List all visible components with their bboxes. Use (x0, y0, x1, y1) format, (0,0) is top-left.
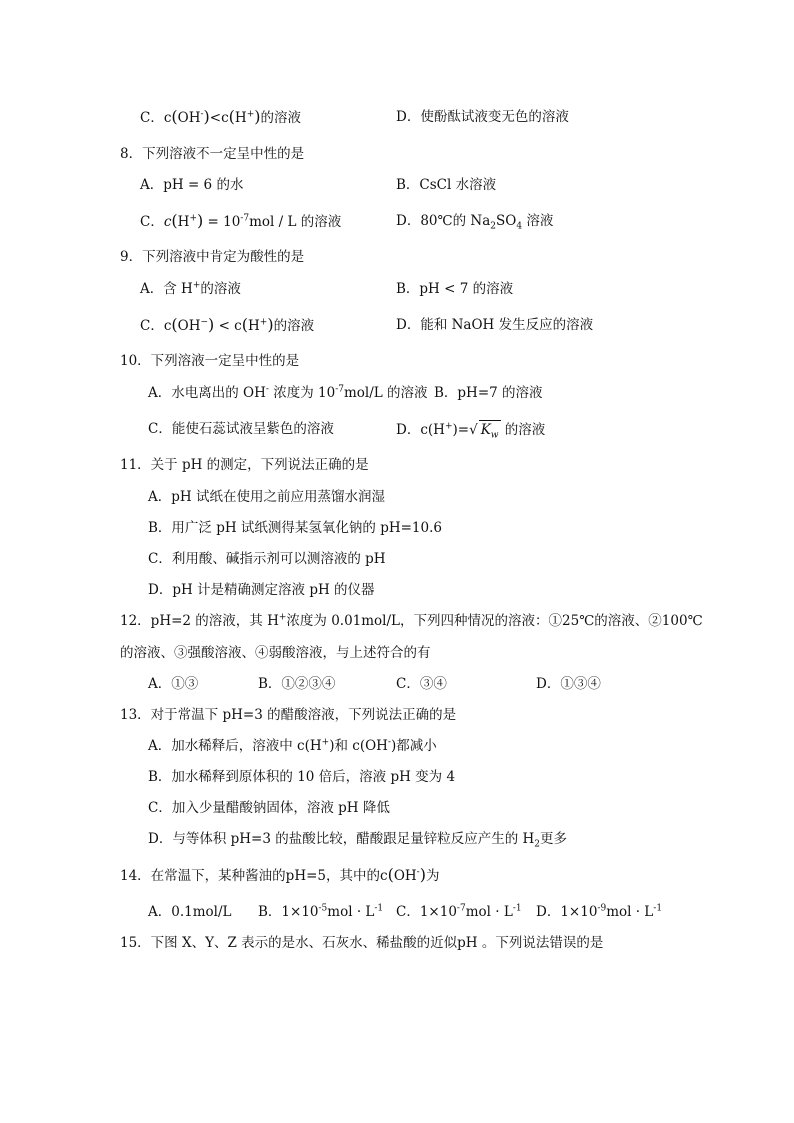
q10-option-b: B．pH=7 的溶液 (434, 385, 543, 401)
q8-option-a: A．pH = 6 的水 (140, 177, 244, 193)
q13-option-d: D．与等体积 pH=3 的盐酸比较，醋酸跟足量锌粒反应产生的 $H_2$更多 (148, 831, 568, 850)
q12-stem-line1: 12．pH=2 的溶液，其 H+浓度为 0.01mol/L，下列四种情况的溶液：①25℃的溶液、②100℃ (120, 612, 703, 629)
q8-option-c: C．$c(H^+) = 10^{-7}mol / L$ 的溶液 (140, 211, 342, 230)
q7-option-c: C．c(OH-)<c(H+)的溶液 (140, 107, 301, 126)
q10-stem: 10．下列溶液一定呈中性的是 (120, 353, 300, 369)
q10-option-a: A．水电离出的 OH- 浓度为 $10^{-7}mol/L$ 的溶液 (148, 384, 428, 401)
q9-option-a: A．含 H+的溶液 (140, 280, 241, 297)
q11-option-b: B．用广泛 pH 试纸测得某氢氧化钠的 pH=10.6 (148, 520, 442, 536)
q13-option-a: A．加水稀释后，溶液中 c(H+)和 c(OH-)都减小 (148, 737, 437, 754)
q10-option-c: C．能使石蕊试液呈紫色的溶液 (148, 421, 334, 437)
q12-option-c: C．③④ (396, 676, 447, 692)
q12-option-a: A．①③ (148, 676, 199, 692)
q9-option-d: D．能和 NaOH 发生反应的溶液 (396, 317, 594, 333)
q12-option-d: D．①③④ (536, 676, 601, 692)
q9-option-b: B．pH < 7 的溶液 (396, 281, 514, 297)
q14-option-d: D．$1\times 10^{-9}mol \cdot L^{-1}$ (536, 903, 663, 920)
q13-option-b: B．加水稀释到原体积的 10 倍后，溶液 pH 变为 4 (148, 769, 456, 785)
q11-option-d: D．pH 计是精确测定溶液 pH 的仪器 (148, 582, 375, 598)
q12-option-b: B．①②③④ (258, 676, 336, 692)
q8-stem: 8．下列溶液不一定呈中性的是 (120, 146, 305, 162)
q14-option-a: A．0.1mol/L (148, 904, 232, 920)
q12-stem-line2: 的溶液、③强酸溶液、④弱酸溶液，与上述符合的有 (120, 645, 431, 661)
q9-stem: 9．下列溶液中肯定为酸性的是 (120, 249, 305, 265)
q14-option-c: C．$1\times 10^{-7}mol \cdot L^{-1}$ (396, 903, 522, 920)
q15-stem: 15．下图 X、Y、Z 表示的是水、石灰水、稀盐酸的近似pH 。下列说法错误的是 (120, 935, 604, 951)
q9-option-c: C．c(OH−) < c(H+)的溶液 (140, 315, 315, 334)
q8-option-d: D．80℃的 $Na_2SO_4$ 溶液 (396, 213, 554, 232)
q10-option-d: D．c(H+)=√ $K_w$ 的溶液 (396, 421, 546, 441)
q14-option-b: B．$1\times 10^{-5}mol \cdot L^{-1}$ (258, 903, 384, 920)
q11-option-a: A．pH 试纸在使用之前应用蒸馏水润湿 (148, 489, 385, 505)
q13-stem: 13．对于常温下 pH=3 的醋酸溶液，下列说法正确的是 (120, 707, 457, 723)
q14-stem: 14．在常温下，某种酱油的pH=5，其中的c(OH-)为 (120, 865, 440, 884)
q7-option-d: D．使酚酞试液变无色的溶液 (396, 109, 569, 125)
q13-option-c: C．加入少量醋酸钠固体，溶液 pH 降低 (148, 800, 390, 816)
q8-option-b: B．CsCl 水溶液 (396, 177, 497, 193)
q11-option-c: C．利用酸、碱指示剂可以测溶液的 pH (148, 551, 386, 567)
q11-stem: 11．关于 pH 的测定，下列说法正确的是 (120, 457, 369, 473)
sqrt-radical-icon: √ (469, 422, 478, 438)
